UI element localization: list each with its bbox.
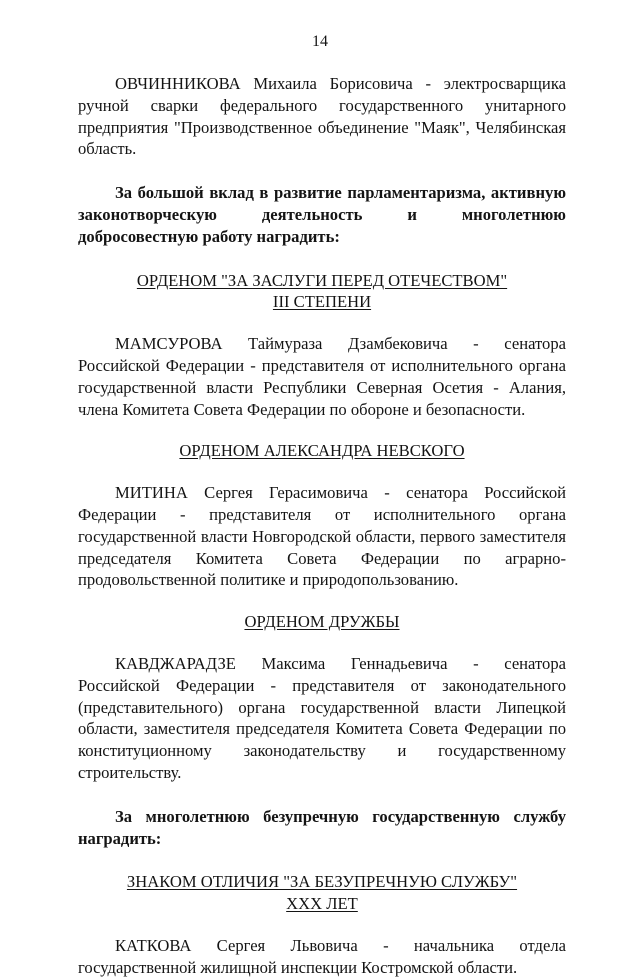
award-paragraph-ovchinnikov: ОВЧИННИКОВА Михаила Борисовича - электросварщика ручной сварки федерального государственного унитарного предприятия "Производственное объединение "Маяк", Челябинская область.: [78, 74, 566, 159]
award-heading-line: ОРДЕНОМ "ЗА ЗАСЛУГИ ПЕРЕД ОТЕЧЕСТВОМ": [136, 270, 508, 290]
award-heading-alexander-nevsky: ОРДЕНОМ АЛЕКСАНДРА НЕВСКОГО: [179, 441, 465, 461]
award-heading-line: XXX ЛЕТ: [286, 894, 358, 914]
award-paragraph-kavdzharadze: КАВДЖАРАДЗЕ Максима Геннадьевича - сенатора Российской Федерации - представителя от законодательного (представительного) органа государственной власти Липецкой области, заместителя председателя Комитета Совета Федерации по конституционному законодательству и государственному строительству.: [78, 653, 566, 782]
award-heading-line: III СТЕПЕНИ: [272, 292, 372, 312]
award-heading-impeccable-service: [78, 871, 566, 915]
award-paragraph-mitin: МИТИНА Сергея Герасимовича - сенатора Российской Федерации - представителя от исполнительного органа государственной власти Новгородской области, первого заместителя председателя Комитета Совета Федерации по аграрно-продовольственной политике и природопользованию.: [78, 483, 566, 590]
page-number: 14: [312, 33, 328, 50]
award-paragraph-katkov: КАТКОВА Сергея Львовича - начальника отдела государственной жилищной инспекции Костромской области.: [78, 935, 566, 977]
award-intro-civil-service: За многолетнюю безупречную государственную службу наградить:: [78, 806, 566, 848]
award-intro-parliamentarism: За большой вклад в развитие парламентаризма, активную законотворческую деятельность и многолетнюю добросовестную работу наградить:: [78, 183, 566, 246]
document-body: [78, 73, 566, 979]
award-heading-friendship: ОРДЕНОМ ДРУЖБЫ: [244, 612, 400, 632]
award-heading-merit-fatherland: [78, 270, 566, 314]
award-paragraph-mamsurov: МАМСУРОВА Таймураза Дзамбековича - сенатора Российской Федерации - представителя от исполнительного органа государственной власти Республики Северная Осетия - Алания, члена Комитета Совета Федерации по обороне и безопасности.: [78, 334, 566, 419]
award-heading-line: ЗНАКОМ ОТЛИЧИЯ "ЗА БЕЗУПРЕЧНУЮ СЛУЖБУ": [126, 872, 518, 892]
